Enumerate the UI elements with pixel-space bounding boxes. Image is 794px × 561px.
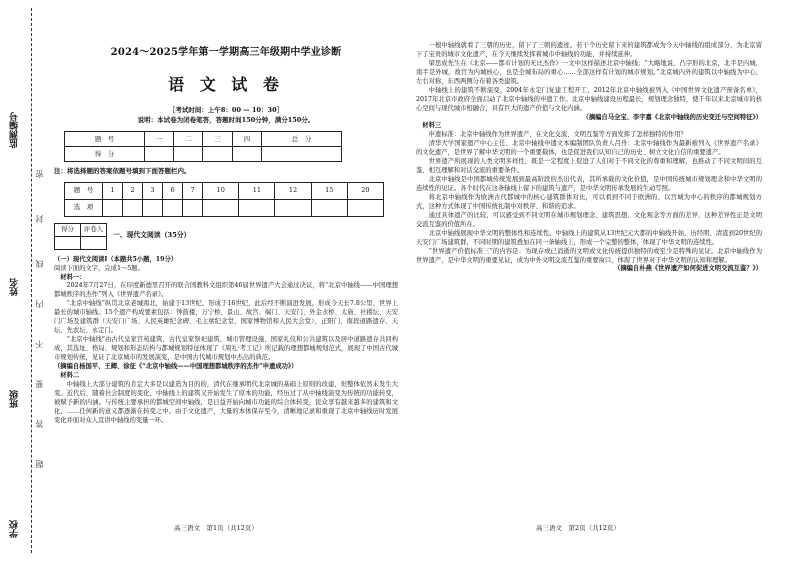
grader-box — [54, 223, 398, 250]
grader-score-cell[interactable] — [55, 236, 81, 249]
source-citation: （摘编自马全宝、李宇嘉《北京中轴线的历史变迁与空间特征》） — [582, 113, 762, 121]
answer-header-cell: 15 — [311, 182, 347, 199]
seal-char: 要 — [35, 380, 44, 388]
answer-table — [64, 182, 384, 217]
page-right — [416, 0, 762, 561]
exam-number-label: 监测编号 — [10, 112, 20, 148]
section-title: 一、现代文阅读（35分） — [113, 231, 191, 240]
exam-time: ［考试时间：上午8：00 — 10：30］ — [168, 105, 284, 114]
score-header-cell: 题 号 — [65, 132, 145, 147]
subsection-instructions: 阅读下面的文字，完成1～5题。 — [54, 264, 144, 272]
class-label: 班级 — [10, 390, 20, 408]
score-row-label: 得 分 — [65, 147, 145, 162]
score-header-cell: 一 — [144, 132, 173, 147]
paragraph: 中轴线上大部分建筑的肯定大多是以建造为目的的，清代在继承明代北京城的基础上原则的改建，但整体依然未发生大变。近代后，随着社会制度的变化，中轴线上的建筑又开始发生了原本的功能，经历过了从中轴线演变为传统的功能转变，被赋予新的内涵。与传统主要承担的都城空间中轴线，是日益开始向城市功能的综合体转变，民众享有越来越多的建筑和文化，……任何新的意义都逐渐在转变之中。由于文化遗产，大量的本体保存至今，清晰地记录和重现了北京中轴线历时发展变化并面对众人宣讲中轴线的变量一环。 — [54, 380, 398, 424]
source-citation: （摘编自杨国平、王卿、徐征《“北京中轴线——中国理想都城秩序的杰作”申遗成功》） — [54, 362, 298, 370]
page-footer-left: 高三语文 第1页（共12页） — [174, 524, 258, 532]
score-cell[interactable] — [261, 147, 341, 162]
material-heading: 材料二 — [60, 371, 80, 379]
answer-header-cell: 12 — [275, 182, 311, 199]
grader-name-cell[interactable] — [81, 236, 107, 249]
seal-char: 题 — [35, 460, 44, 468]
score-cell[interactable] — [232, 147, 261, 162]
seal-char: 内 — [35, 300, 44, 308]
school-label: 学校 — [10, 520, 20, 538]
answer-header-cell: 20 — [347, 182, 383, 199]
seal-char: 线 — [35, 260, 44, 268]
subsection-title: （一）现代文阅读Ⅰ（本题共5小题，19分） — [54, 255, 178, 263]
paragraph: 北京中轴线是中国都城传统发展到最高阶段的杰出代表，其所承载的文化价值，是中国传统城市规划理念和中华文明的连续性的见证。各个时代在这条轴线上留下的建筑与遗产，是中华文明传承发展的生动写照。 — [416, 176, 762, 192]
answer-cell[interactable] — [163, 199, 183, 216]
answer-header-cell: 3 — [143, 182, 163, 199]
paragraph: “北京中轴线”由古代皇家宫苑建筑、古代皇家祭祀建筑、城市管理设施、国家礼仪和公共建筑以及居中道路遗存共同构成，其选址、格局、规划和形态结构与都城规划特征体现了《周礼·考工记》所记载的理想都城规划范式，展现了中国古代城市规划传统，见证了北京城市的发展演变，是中国古代城市规划中杰出的典范。 — [54, 336, 398, 361]
seal-line — [31, 8, 32, 553]
paragraph: 中轴线上的建筑不断演变，2004年永定门复建工程开工，2012年北京中轴线被列入《中国世界文化遗产预备名单》，2017年北京市政府全面启动了北京中轴线的申遗工作。北京中轴线建设历程最长，规划理念独特，使千年以来北京城市的核心空间与现代城市相融合，具有巨大的遗产价值与文化内涵。 — [416, 86, 762, 112]
score-cell[interactable] — [174, 147, 203, 162]
exam-title: 2024～2025学年第一学期高三年级期中学业诊断 — [110, 47, 342, 58]
grader-table — [54, 223, 107, 250]
grader-name-label: 评卷人 — [81, 223, 107, 236]
answer-header-cell: 题 号 — [65, 182, 103, 199]
answer-cell[interactable] — [183, 199, 203, 216]
reading-passage-left — [54, 256, 398, 426]
answer-cell[interactable] — [239, 199, 275, 216]
paragraph: 申遗标准：北京中轴线作为世界遗产，在文化交流、文明互鉴等方面发挥了怎样独特的作用？ — [428, 131, 687, 139]
seal-char: 答 — [35, 420, 44, 428]
answer-note: 注：将选择题的答案依题号填到下面答题栏内。 — [54, 167, 191, 176]
paragraph: “世界遗产价值标准三”的内容是：为现存或已消逝的文明或文化传统提供独特的或至少是特殊的见证。北京中轴线作为世界遗产，是中华文明的重要见证，成为中外文明交流互鉴的重要窗口，体现了世界对于中华文明的认知和理解。 — [416, 247, 762, 264]
exam-meta — [54, 106, 398, 126]
answer-header-cell: 1 — [103, 182, 123, 199]
paragraph: “北京中轴线”纵贯北京老城南北，始建于13世纪，形成于16世纪，此后经不断演进发展，形成今天长7.8公里、世界上最长的城市轴线。15个遗产构成要素包括：钟鼓楼、万宁桥、景山、故宫、端门、天安门、外金水桥、太庙、社稷坛、天安门广场及建筑群（天安门广场、人民英雄纪念碑、毛主席纪念堂、国家博物馆和人民大会堂）、正阳门、南段道路遗存、天坛、先农坛、永定门。 — [54, 300, 398, 335]
grader-score-label: 得分 — [55, 223, 81, 236]
source-citation: （摘编自朴燕《世界遗产如何促进文明交流互鉴？》） — [614, 265, 762, 273]
paragraph: 通过具体遗产的比较，可以感受到不同文明在城市规划理念、建筑思想、文化观念等方面的差异，这种差异性正是文明交流互鉴的价值所在。 — [416, 211, 762, 228]
answer-header-cell: 11 — [239, 182, 275, 199]
score-cell[interactable] — [144, 147, 173, 162]
score-header-cell: 三 — [203, 132, 232, 147]
answer-cell[interactable] — [347, 199, 383, 216]
answer-header-cell: 2 — [123, 182, 143, 199]
score-table — [64, 131, 342, 162]
score-cell[interactable] — [203, 147, 232, 162]
answer-header-cell: 6 — [163, 182, 183, 199]
answer-header-cell: 10 — [203, 182, 239, 199]
answer-cell[interactable] — [275, 199, 311, 216]
paragraph: 2024年7月27日，在印度新德里召开的联合国教科文组织第46届世界遗产大会通过决议，将“北京中轴线——中国理想都城秩序的杰作”列入《世界遗产名录》。 — [54, 282, 398, 299]
seal-char: 不 — [35, 340, 44, 348]
score-header-cell: 二 — [174, 132, 203, 147]
paragraph: 将北京中轴线作为欧洲古代都城中的核心建筑群体对比，可以看到不同于欧洲的、以宫城为中心的秩序的都城规划方式，这种方式体现了中国传统礼制中对秩序、和谐的追求。 — [416, 193, 762, 210]
exam-instructions: 说明：本试卷为闭卷笔答，答题时间150分钟，满分150分。 — [137, 115, 315, 124]
paragraph: 北京中轴线展现中华文明的整体性和连续性。中轴线上的建筑从13世纪元大都的中轴线开始，历经明、清直到20世纪的天安门广场建筑群，不同时期的建筑叠加在同一条轴线上，形成一个完整的整体，体现了中华文明的连续性。 — [416, 229, 762, 246]
paragraph: 梁思成先生在《北京——都市计划的无比杰作》一文中这样描述北京中轴线：“大略地说，凸字形的北京，北半是内城，南半是外城，故宫为内城核心，也是全城布局的重心……全部这样有计划的城市规划。”北京城内外的建筑以中轴线为中心，左右对称，东西两侧分布着各类建筑。 — [416, 59, 762, 85]
answer-cell[interactable] — [203, 199, 239, 216]
material-heading: 材料三 — [422, 122, 442, 130]
subject-title: 语 文 试 卷 — [168, 75, 284, 95]
page-footer-right: 高三语文 第2页（共12页） — [536, 524, 620, 532]
binding-margin — [0, 0, 44, 561]
answer-header-cell: 7 — [183, 182, 203, 199]
seal-char: 密 — [35, 170, 44, 178]
answer-cell[interactable] — [103, 199, 123, 216]
score-header-cell: 总 分 — [261, 132, 341, 147]
answer-cell[interactable] — [311, 199, 347, 216]
score-header-cell: 四 — [232, 132, 261, 147]
paragraph: 世界遗产所展现的人类文明多样性，既是一定程度上促进了人们对于不同文化的尊重和理解，也推动了不同文明间的互鉴、相互理解和对话交流的重要条件。 — [416, 158, 762, 175]
seal-char: 封 — [35, 215, 44, 223]
answer-cell[interactable] — [123, 199, 143, 216]
answer-cell[interactable] — [143, 199, 163, 216]
paragraph: 清华大学国家遗产中心主任、北京中轴线申遗文本编制团队负责人吕舟：北京中轴线作为最新被列入《世界遗产名录》的文化遗产，是世界了解中华文明的一个重要载体，也是促进我们认知自己的历史、树立文化自信的重要遗产。 — [416, 140, 762, 157]
answer-row-label: 选 项 — [65, 199, 103, 216]
paragraph: 一根中轴线就看了三朝的历史，留下了三朝的遗迹。若干个历史留下来的建筑都成为今天中轴线的组成部分，为北京留下了宝贵的城市文化遗产，在今天继续发挥着城市中轴线的功能，并持续延伸。 — [416, 42, 762, 58]
material-heading: 材料一： — [60, 273, 86, 281]
name-label: 姓名 — [10, 278, 20, 296]
page-left — [54, 0, 398, 561]
